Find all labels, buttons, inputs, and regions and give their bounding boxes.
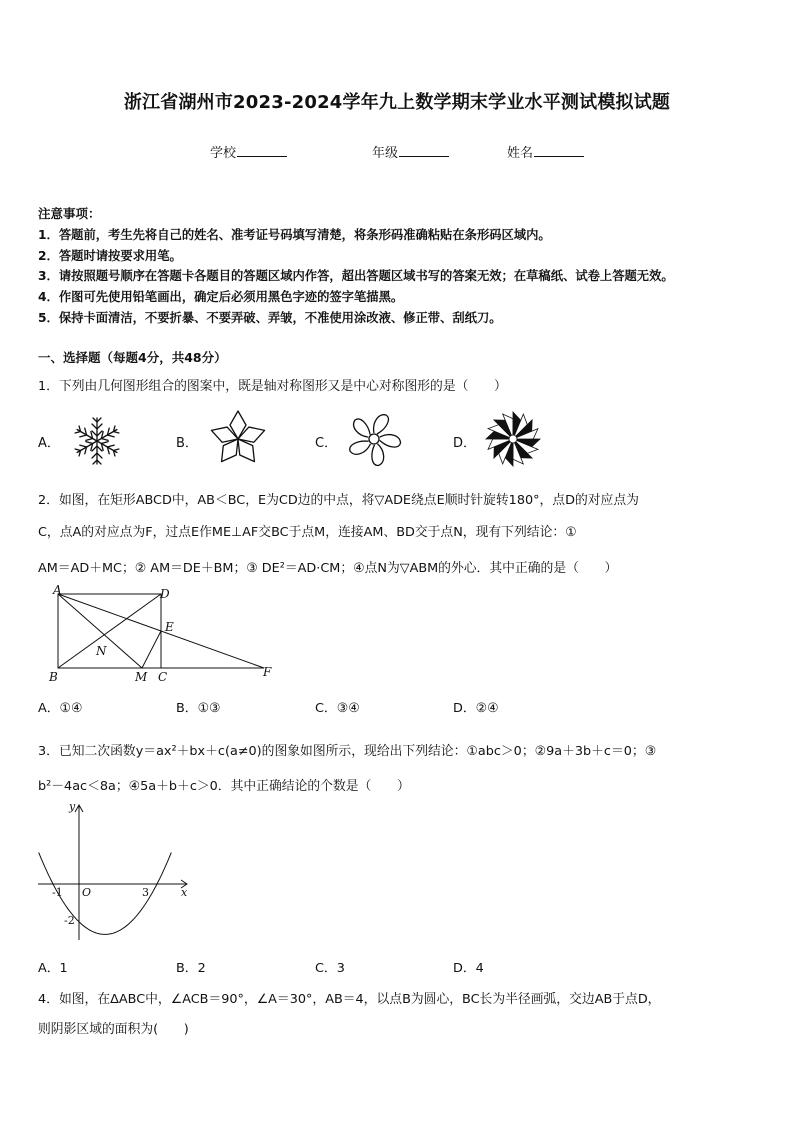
grade-blank[interactable] <box>399 144 449 157</box>
q2-option-b[interactable]: B．①③ <box>176 701 221 716</box>
q1-option-a[interactable]: A． <box>38 436 60 451</box>
school-field[interactable] <box>210 142 287 161</box>
q3-option-b[interactable]: B．2 <box>176 961 206 976</box>
name-blank[interactable] <box>534 144 584 157</box>
tick-neg2: -2 <box>64 914 75 927</box>
q2-option-d[interactable]: D．②④ <box>453 701 499 716</box>
tick-neg1: -1 <box>52 886 63 899</box>
q2-option-a[interactable]: A．①④ <box>38 701 83 716</box>
sunburst-icon <box>484 410 542 468</box>
pinwheel-icon <box>344 408 404 470</box>
q3-option-c[interactable]: C．3 <box>315 961 345 976</box>
label-f: F <box>263 665 272 679</box>
label-b: B <box>49 670 58 684</box>
sunburst-center <box>509 435 517 443</box>
q3-option-d[interactable]: D．4 <box>453 961 484 976</box>
question-2-line: AM＝AD＋MC；② AM＝DE＋BM；③ DE²＝AD·CM；④点N为▽ABM的外心．其中正确的是（ ） <box>38 561 618 576</box>
school-label: 学校 <box>210 146 237 161</box>
grade-field[interactable] <box>372 142 449 161</box>
page-title: 浙江省湖州市2023-2024学年九上数学期末学业水平测试模拟试题 <box>123 92 671 113</box>
q2-option-c[interactable]: C．③④ <box>315 701 360 716</box>
x-label: x <box>181 886 188 899</box>
parabola-graph <box>38 800 193 945</box>
grade-label: 年级 <box>372 146 399 161</box>
notice-item: 2．答题时请按要求用笔。 <box>38 249 182 263</box>
question-4-line: 则阴影区域的面积为( ) <box>38 1022 189 1037</box>
q3-option-a[interactable]: A．1 <box>38 961 68 976</box>
label-m: M <box>135 670 148 684</box>
section-heading: 一、选择题（每题4分，共48分） <box>38 350 227 365</box>
rectangle-figure <box>36 582 286 688</box>
snowflake-icon <box>70 414 124 468</box>
y-label: y <box>69 800 76 813</box>
name-field[interactable] <box>507 142 584 161</box>
label-e: E <box>165 620 174 634</box>
notice-item: 4．作图可先使用铅笔画出，确定后必须用黑色字迹的签字笔描黑。 <box>38 290 404 304</box>
label-c: C <box>158 670 168 684</box>
question-4-line: 4．如图，在ΔABC中，∠ACB＝90°，∠A＝30°，AB＝4，以点B为圆心，BC长为半径画弧，交边AB于点D， <box>38 992 661 1007</box>
label-n: N <box>96 644 107 658</box>
kite-flower-icon <box>208 408 268 470</box>
name-label: 姓名 <box>507 146 534 161</box>
notice-item: 5．保持卡面清洁，不要折暴、不要弄破、弄皱，不准使用涂改液、修正带、刮纸刀。 <box>38 311 502 325</box>
segment-bd <box>58 594 161 668</box>
tick-3: 3 <box>142 886 149 899</box>
segment-me <box>142 631 161 668</box>
question-2-line: C，点A的对应点为F，过点E作ME⊥AF交BC于点M，连接AM、BD交于点N，现有下列结论：① <box>38 525 577 540</box>
question-2-line: 2．如图，在矩形ABCD中，AB＜BC，E为CD边的中点，将▽ADE绕点E顺时针旋转180°，点D的对应点为 <box>38 493 639 508</box>
label-a: A <box>53 583 62 597</box>
question-3-line: b²－4ac＜8a；④5a＋b＋c＞0．其中正确结论的个数是（ ） <box>38 779 410 794</box>
school-blank[interactable] <box>237 144 287 157</box>
notice-item: 1．答题前，考生先将自己的姓名、准考证号码填写清楚，将条形码准确粘贴在条形码区域内。 <box>38 228 551 242</box>
question-1-stem: 1．下列由几何图形组合的图案中，既是轴对称图形又是中心对称图形的是（ ） <box>38 379 507 394</box>
q1-option-c[interactable]: C． <box>315 436 338 451</box>
q1-option-b[interactable]: B． <box>176 436 198 451</box>
label-d: D <box>160 587 170 601</box>
q1-option-d[interactable]: D． <box>453 436 477 451</box>
question-3-line: 3．已知二次函数y＝ax²＋bx＋c(a≠0)的图象如图所示，现给出下列结论：①abc＞0；②9a＋3b＋c＝0；③ <box>38 744 657 759</box>
origin-label: O <box>82 886 92 899</box>
notice-item: 3．请按照题号顺序在答题卡各题目的答题区域内作答，超出答题区域书写的答案无效；在草稿纸、试卷上答题无效。 <box>38 269 674 283</box>
notice-heading: 注意事项： <box>38 206 101 221</box>
